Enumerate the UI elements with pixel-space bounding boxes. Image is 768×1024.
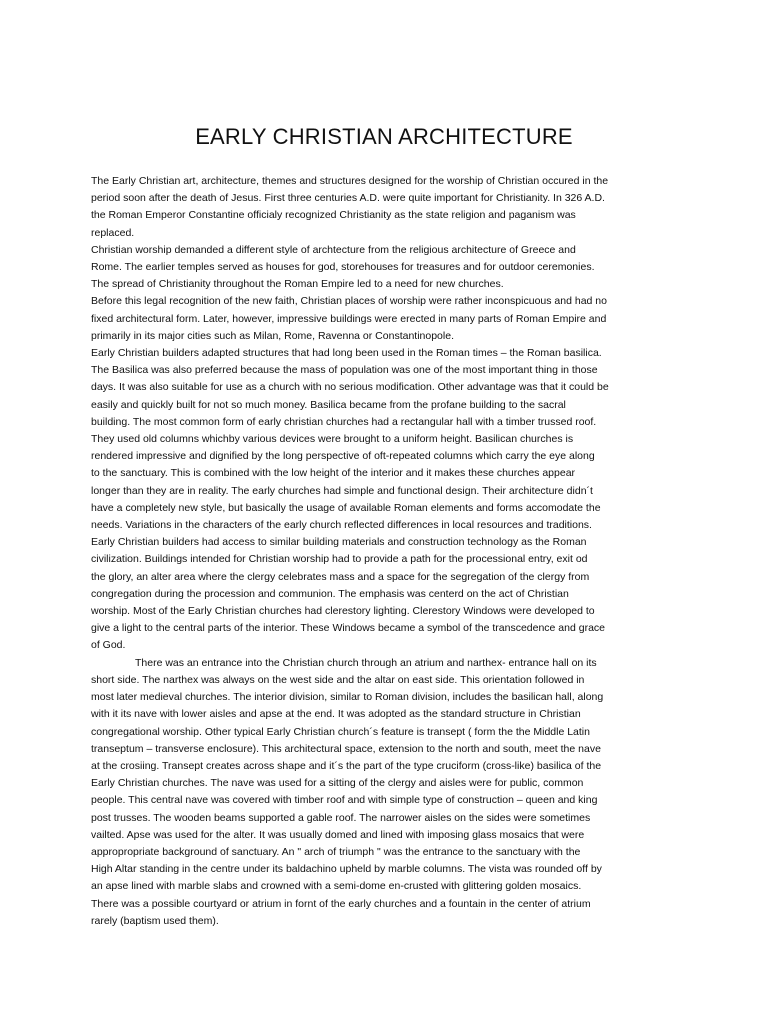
text-line: Rome. The earlier temples served as houses for god, storehouses for treasures and for outdoor ceremonies. xyxy=(91,261,595,274)
document-title: EARLY CHRISTIAN ARCHITECTURE xyxy=(195,124,573,149)
text-line: short side. The narthex was always on the west side and the altar on east side. This orientation followed in xyxy=(91,673,585,686)
text-line: appropropriate background of sanctuary. An " arch of triumph " was the entrance to the sanctuary with the xyxy=(91,845,581,858)
text-line: vailted. Apse was used for the alter. It was usually domed and lined with imposing glass mosaics that were xyxy=(91,828,585,841)
text-line: most later medieval churches. The interior division, similar to Roman division, includes the basilican hall, along xyxy=(91,691,604,704)
text-line: The Early Christian art, architecture, themes and structures designed for the worship of Christian occured in the xyxy=(91,175,609,187)
text-line: They used old columns whichby various devices were brought to a uniform height. Basilican churches is xyxy=(91,433,574,446)
text-line: people. This central nave was covered with timber roof and with simple type of construction – queen and king xyxy=(91,794,598,807)
text-line: the Roman Emperor Constantine officialy recognized Christianity as the state religion and paganism was xyxy=(91,209,576,222)
text-line: period soon after the death of Jesus. First three centuries A.D. were quite important for Christianity. In 326 A.D. xyxy=(91,192,605,205)
text-line: rarely (baptism used them). xyxy=(91,914,219,927)
text-line: give a light to the central parts of the interior. These Windows became a symbol of the transcedence and grace xyxy=(91,622,606,635)
text-line: civilization. Buildings intended for Christian worship had to provide a path for the processional entry, exit od xyxy=(91,553,588,566)
text-line: replaced. xyxy=(91,226,135,239)
text-line: The spread of Christianity throughout the Roman Empire led to a need for new churches. xyxy=(91,278,504,291)
text-line: Early Christian builders had access to similar building materials and construction technology as the Roman xyxy=(91,536,587,549)
text-line: congregation during the procession and communion. The emphasis was centerd on the act of Christian xyxy=(91,587,569,600)
text-line: longer than they are in reality. The early churches had simple and functional design. Their architecture didn´t xyxy=(91,484,593,497)
text-line: Early Christian builders adapted structures that had long been used in the Roman times – the Roman basilica. xyxy=(91,347,602,360)
text-line: Early Christian churches. The nave was used for a sitting of the clergy and aisles were for public, common xyxy=(91,777,584,790)
text-line: fixed architectural form. Later, however, impressive buildings were erected in many parts of Roman Empire and xyxy=(91,312,607,325)
text-line: congregational worship. Other typical Early Christian church´s feature is transept ( form the the Middle Latin xyxy=(91,725,590,738)
text-line: to the sanctuary. This is combined with the low height of the interior and it makes these churches appear xyxy=(91,467,576,480)
text-line: of God. xyxy=(91,639,126,652)
text-line: worship. Most of the Early Christian churches had clerestory lighting. Clerestory Windows were developed to xyxy=(91,605,595,618)
text-line: at the crosiing. Transept creates across shape and it´s the part of the type cruciform (cross-like) basilica of the xyxy=(91,759,602,772)
text-line: primarily in its major cities such as Milan, Rome, Ravenna or Constantinopole. xyxy=(91,329,454,342)
text-line: with it its nave with lower aisles and apse at the end. It was adopted as the standard structure in Christian xyxy=(91,708,581,721)
text-line: post trusses. The wooden beams supported a gable roof. The narrower aisles on the sides were sometimes xyxy=(91,811,591,824)
text-line: Before this legal recognition of the new faith, Christian places of worship were rather inconspicuous and had no xyxy=(91,295,607,308)
text-line: High Altar standing in the centre under its baldachino upheld by marble columns. The vista was rounded off by xyxy=(91,863,602,876)
text-line: The Basilica was also preferred because the mass of population was one of the most important thing in those xyxy=(91,364,598,377)
text-line: transeptum – transverse enclosure). This architectural space, extension to the north and south, meet the nave xyxy=(91,742,601,755)
text-line: needs. Variations in the characters of the early church reflected differences in local resources and traditions. xyxy=(91,519,592,532)
text-line: There was a possible courtyard or atrium in fornt of the early churches and a fountain in the center of atrium xyxy=(91,897,591,910)
text-line: days. It was also suitable for use as a church with no serious modification. Other advantage was that it could be xyxy=(91,381,609,394)
text-line: easily and quickly built for not so much money. Basilica became from the profane building to the sacral xyxy=(91,398,566,411)
text-line: Christian worship demanded a different style of archtecture from the religious architecture of Greece and xyxy=(91,243,576,256)
text-line: building. The most common form of early christian churches had a rectangular hall with a timber trussed roof. xyxy=(91,415,597,428)
text-line: the glory, an alter area where the clergy celebrates mass and a space for the segregation of the clergy from xyxy=(91,570,590,583)
text-line: have a completely new style, but basically the usage of available Roman elements and forms accomodate the xyxy=(91,501,601,514)
text-line: an apse lined with marble slabs and crowned with a semi-dome en-crusted with glittering golden mosaics. xyxy=(91,880,582,893)
text-line: There was an entrance into the Christian church through an atrium and narthex- entrance hall on its xyxy=(135,656,597,669)
document-body xyxy=(91,173,677,930)
text-line: rendered impressive and dignified by the long perspective of oft-repeated columns which carry the eye along xyxy=(91,450,595,463)
